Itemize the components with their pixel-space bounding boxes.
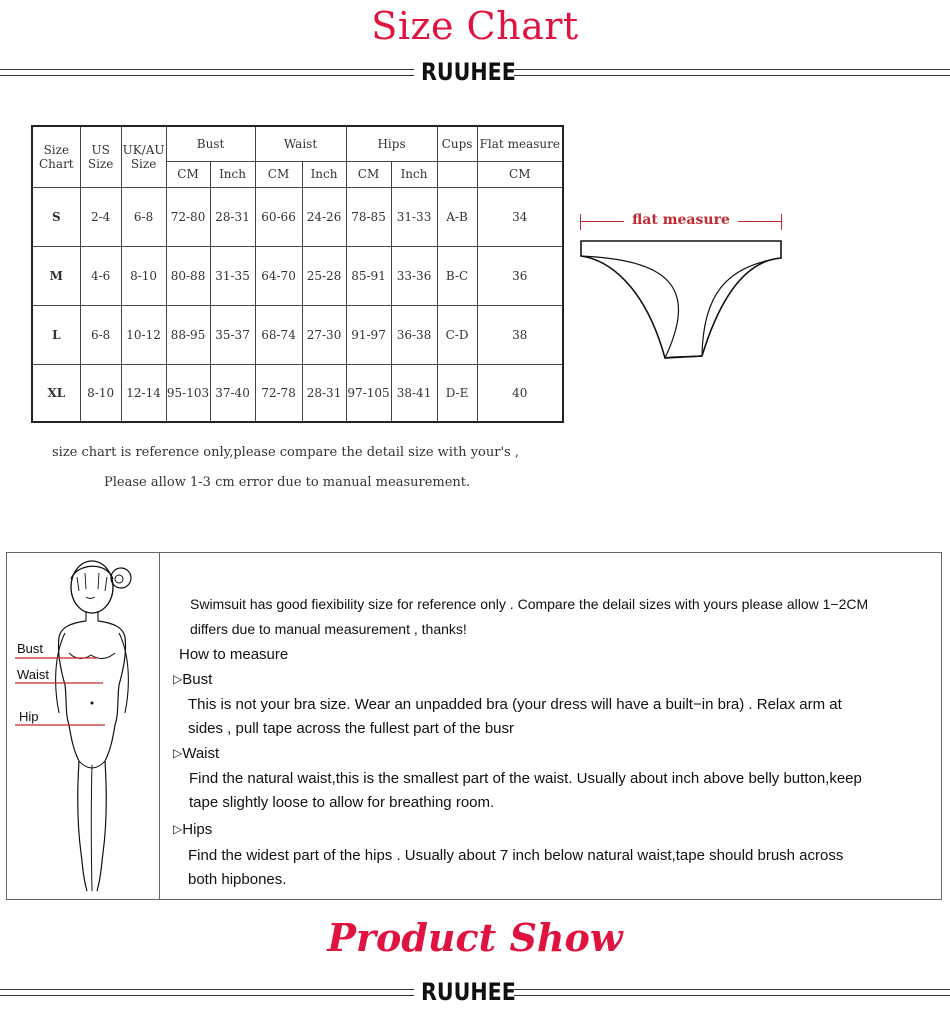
table-cell: 33-36 (391, 246, 437, 305)
table-cell: 78-85 (346, 187, 391, 246)
size-label: M (32, 246, 80, 305)
measure-tick-right (781, 214, 782, 230)
circle-arrow-icon: ▷ (173, 746, 183, 760)
table-cell: 64-70 (255, 246, 302, 305)
table-row (32, 305, 563, 364)
table-cell: 95-103 (166, 364, 210, 422)
size-label: L (32, 305, 80, 364)
table-cell: C-D (437, 305, 477, 364)
subheader-bust-inch: Inch (210, 161, 255, 187)
table-cell: D-E (437, 364, 477, 422)
table-cell: 97-105 (346, 364, 391, 422)
figure-label-bust: Bust (17, 641, 44, 656)
waist-section-title (173, 745, 219, 762)
table-cell: 91-97 (346, 305, 391, 364)
table-row (32, 187, 563, 246)
divider-line-left (0, 989, 414, 996)
table-cell: 6-8 (80, 305, 121, 364)
figure-label-waist: Waist (17, 667, 50, 682)
table-cell: 72-80 (166, 187, 210, 246)
table-cell: 2-4 (80, 187, 121, 246)
waist-text-line1: Find the natural waist,this is the smallest part of the waist. Usually about inch above belly button,keep (189, 770, 862, 787)
guide-intro-line1: Swimsuit has good fiexibility size for reference only . Compare the delail sizes with yours please allow 1−2CM (190, 596, 869, 612)
guide-intro-line2: differs due to manual measurement , thanks! (190, 621, 467, 637)
product-show-title: Product Show (327, 915, 623, 960)
hips-text-line2: both hipbones. (188, 871, 287, 888)
table-cell: 24-26 (302, 187, 346, 246)
table-cell: 28-31 (302, 364, 346, 422)
subheader-cups-blank (437, 161, 477, 187)
waist-title-text: Waist (182, 745, 220, 762)
header-flat-measure: Flat measure (477, 126, 563, 161)
table-cell: 38-41 (391, 364, 437, 422)
hips-section-title (173, 821, 212, 838)
table-cell: 85-91 (346, 246, 391, 305)
footer-brand-logo: RUUHEE (421, 978, 516, 1006)
table-cell: 80-88 (166, 246, 210, 305)
bust-title-text: Bust (182, 671, 213, 688)
table-cell: 36-38 (391, 305, 437, 364)
flat-measure-indicator (580, 212, 782, 232)
table-row (32, 246, 563, 305)
subheader-hips-cm: CM (346, 161, 391, 187)
table-cell: 6-8 (121, 187, 166, 246)
table-cell: 34 (477, 187, 563, 246)
brand-logo: RUUHEE (421, 58, 516, 86)
table-cell: 25-28 (302, 246, 346, 305)
page-title: Size Chart (371, 4, 579, 48)
divider-line-right (514, 989, 950, 996)
table-cell: 68-74 (255, 305, 302, 364)
bust-text-line2: sides , pull tape across the fullest part of the busr (188, 720, 515, 737)
subheader-waist-cm: CM (255, 161, 302, 187)
table-cell: 35-37 (210, 305, 255, 364)
brand-divider (0, 58, 950, 88)
figure-label-hip: Hip (19, 709, 39, 724)
bikini-bottom-illustration (575, 236, 789, 366)
size-label: XL (32, 364, 80, 422)
size-chart-table (31, 125, 564, 423)
body-figure-illustration (7, 553, 159, 899)
header-waist: Waist (255, 126, 346, 161)
table-cell: 4-6 (80, 246, 121, 305)
table-cell: 60-66 (255, 187, 302, 246)
table-cell: 88-95 (166, 305, 210, 364)
table-cell: 27-30 (302, 305, 346, 364)
divider-line-left (0, 69, 414, 76)
subheader-waist-inch: Inch (302, 161, 346, 187)
measure-line-right (738, 221, 782, 222)
hips-title-text: Hips (182, 821, 213, 838)
guide-divider (159, 553, 160, 899)
table-cell: 36 (477, 246, 563, 305)
subheader-hips-inch: Inch (391, 161, 437, 187)
footer-brand-divider (0, 978, 950, 1008)
guide-heading: How to measure (179, 646, 289, 663)
measure-line-left (580, 221, 624, 222)
header-uk-au-size: UK/AU Size (121, 126, 166, 187)
table-cell: B-C (437, 246, 477, 305)
table-row (32, 364, 563, 422)
table-cell: 31-35 (210, 246, 255, 305)
table-cell: 72-78 (255, 364, 302, 422)
header-cups: Cups (437, 126, 477, 161)
reference-note: size chart is reference only,please compare the detail size with your's , (52, 445, 519, 460)
subheader-bust-cm: CM (166, 161, 210, 187)
table-cell: 40 (477, 364, 563, 422)
header-size-chart: Size Chart (32, 126, 80, 187)
header-bust: Bust (166, 126, 255, 161)
measurement-guide-box (6, 552, 942, 900)
table-cell: A-B (437, 187, 477, 246)
table-cell: 8-10 (80, 364, 121, 422)
table-cell: 28-31 (210, 187, 255, 246)
measure-tick-left (580, 214, 581, 230)
table-cell: 12-14 (121, 364, 166, 422)
table-cell: 31-33 (391, 187, 437, 246)
bust-section-title (173, 671, 212, 688)
circle-arrow-icon: ▷ (173, 822, 183, 836)
table-cell: 38 (477, 305, 563, 364)
waist-text-line2: tape slightly loose to allow for breathing room. (189, 794, 495, 811)
table-cell: 8-10 (121, 246, 166, 305)
bust-text-line1: This is not your bra size. Wear an unpadded bra (your dress will have a built−in bra) . Relax arm at (188, 696, 842, 713)
subheader-flat-cm: CM (477, 161, 563, 187)
header-hips: Hips (346, 126, 437, 161)
error-note: Please allow 1-3 cm error due to manual measurement. (104, 475, 471, 490)
size-label: S (32, 187, 80, 246)
table-cell: 10-12 (121, 305, 166, 364)
table-cell: 37-40 (210, 364, 255, 422)
circle-arrow-icon: ▷ (173, 672, 183, 686)
hips-text-line1: Find the widest part of the hips . Usually about 7 inch below natural waist,tape should brush across (188, 847, 844, 864)
table-header-row (32, 126, 563, 161)
header-us-size: US Size (80, 126, 121, 187)
divider-line-right (514, 69, 950, 76)
flat-measure-label: flat measure (632, 212, 730, 228)
